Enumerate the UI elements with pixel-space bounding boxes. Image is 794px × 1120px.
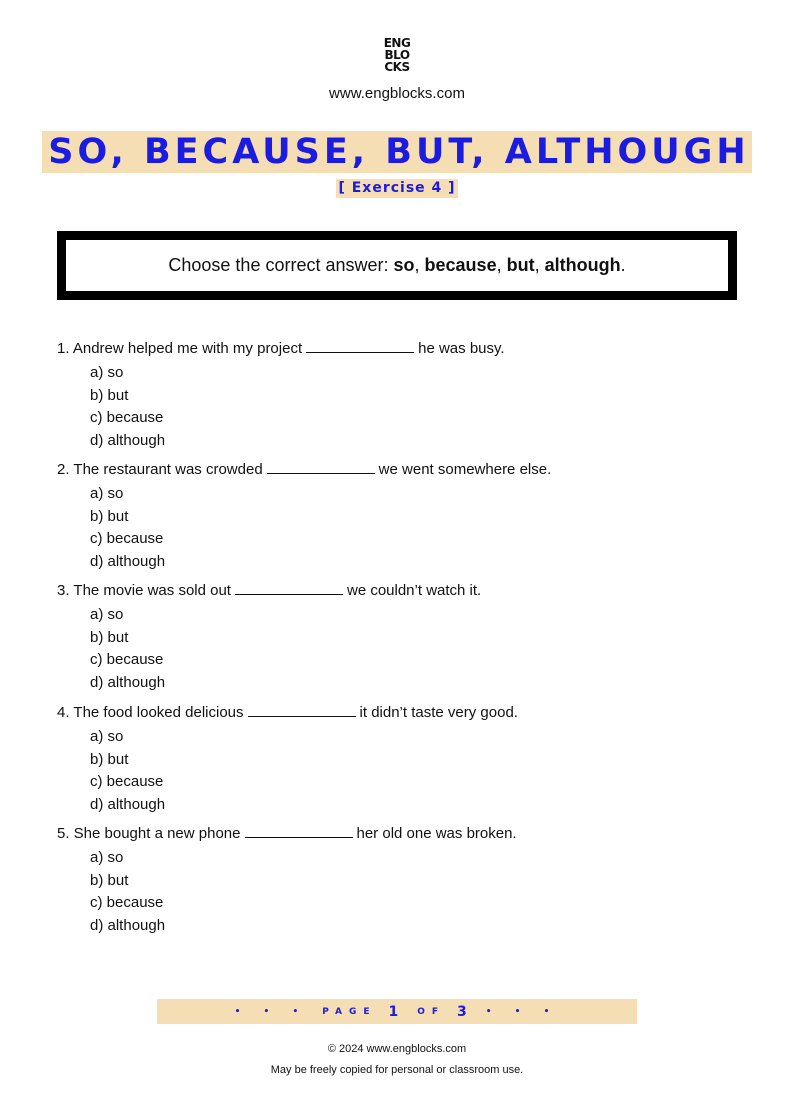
instruction-word-because: because xyxy=(424,255,497,275)
pager-total-pages: 3 xyxy=(457,1003,474,1020)
question-text-before: 4. The food looked delicious xyxy=(57,704,244,721)
option-c[interactable]: c) because xyxy=(90,651,164,669)
question-text-after: we went somewhere else. xyxy=(378,461,552,478)
option-list xyxy=(57,726,757,816)
exercise-label: [ Exercise 4 ] xyxy=(338,180,456,196)
footer-copyright: © 2024 www.engblocks.com xyxy=(327,1043,467,1055)
pager-dots-left: • • • xyxy=(234,1006,309,1017)
answer-blank[interactable] xyxy=(235,580,343,595)
instruction-separator: , xyxy=(414,255,425,275)
option-list xyxy=(57,847,757,937)
page-indicator xyxy=(157,999,637,1024)
answer-blank[interactable] xyxy=(306,338,414,353)
subtitle-container xyxy=(0,179,794,198)
option-b[interactable]: b) but xyxy=(90,507,129,525)
instruction-text xyxy=(168,255,625,276)
question-stem xyxy=(57,459,757,479)
instruction-word-although: although xyxy=(544,255,621,275)
page-title: SO, BECAUSE, BUT, ALTHOUGH xyxy=(42,131,751,173)
question-text-after: it didn’t taste very good. xyxy=(359,704,518,721)
option-b[interactable]: b) but xyxy=(90,386,129,404)
option-d[interactable]: d) although xyxy=(90,431,166,449)
option-d[interactable]: d) although xyxy=(90,916,166,934)
instruction-separator: , xyxy=(496,255,507,275)
question-text-before: 5. She bought a new phone xyxy=(57,825,241,842)
answer-blank[interactable] xyxy=(248,702,356,717)
footer-note: May be freely copied for personal or classroom use. xyxy=(270,1064,524,1076)
pager-dots-right: • • • xyxy=(485,1006,560,1017)
option-list xyxy=(57,362,757,452)
logo-line: ENG xyxy=(383,36,411,50)
option-c[interactable]: c) because xyxy=(90,894,164,912)
question-3 xyxy=(57,580,757,694)
option-c[interactable]: c) because xyxy=(90,530,164,548)
option-a[interactable]: a) so xyxy=(90,728,124,745)
question-4 xyxy=(57,702,757,816)
option-d[interactable]: d) although xyxy=(90,552,166,570)
question-1 xyxy=(57,338,757,452)
question-stem xyxy=(57,823,757,843)
pager-of-word: OF xyxy=(417,1006,446,1017)
option-b[interactable]: b) but xyxy=(90,628,129,646)
option-a[interactable]: a) so xyxy=(90,485,124,502)
question-text-after: her old one was broken. xyxy=(356,825,517,842)
option-list xyxy=(57,604,757,694)
instruction-prefix: Choose the correct answer: xyxy=(168,255,394,275)
option-a[interactable]: a) so xyxy=(90,849,124,866)
logo-line: CKS xyxy=(384,60,410,74)
instruction-word-so: so xyxy=(393,255,415,275)
option-c[interactable]: c) because xyxy=(90,409,164,427)
logo-line: BLO xyxy=(384,48,410,62)
question-text-after: he was busy. xyxy=(418,340,505,357)
instruction-box xyxy=(57,231,737,300)
question-text-after: we couldn’t watch it. xyxy=(346,582,482,599)
question-stem xyxy=(57,580,757,600)
question-text-before: 3. The movie was sold out xyxy=(57,582,231,599)
question-text-before: 1. Andrew helped me with my project xyxy=(57,340,303,357)
site-url: www.engblocks.com xyxy=(329,85,465,102)
option-a[interactable]: a) so xyxy=(90,364,124,381)
option-b[interactable]: b) but xyxy=(90,750,129,768)
option-list xyxy=(57,483,757,573)
pager-current-page: 1 xyxy=(388,1003,406,1020)
option-b[interactable]: b) but xyxy=(90,871,129,889)
question-stem xyxy=(57,702,757,722)
instruction-word-but: but xyxy=(506,255,535,275)
option-d[interactable]: d) although xyxy=(90,673,166,691)
question-2 xyxy=(57,459,757,573)
question-5 xyxy=(57,823,757,937)
title-container xyxy=(0,131,794,173)
option-c[interactable]: c) because xyxy=(90,773,164,791)
option-d[interactable]: d) although xyxy=(90,795,166,813)
answer-blank[interactable] xyxy=(267,459,375,474)
instruction-separator: , xyxy=(534,255,545,275)
answer-blank[interactable] xyxy=(245,823,353,838)
pager-page-word: PAGE xyxy=(322,1006,377,1017)
question-stem xyxy=(57,338,757,358)
instruction-end: . xyxy=(620,255,626,275)
question-text-before: 2. The restaurant was crowded xyxy=(57,461,263,478)
engblocks-logo xyxy=(0,37,794,73)
option-a[interactable]: a) so xyxy=(90,606,124,623)
